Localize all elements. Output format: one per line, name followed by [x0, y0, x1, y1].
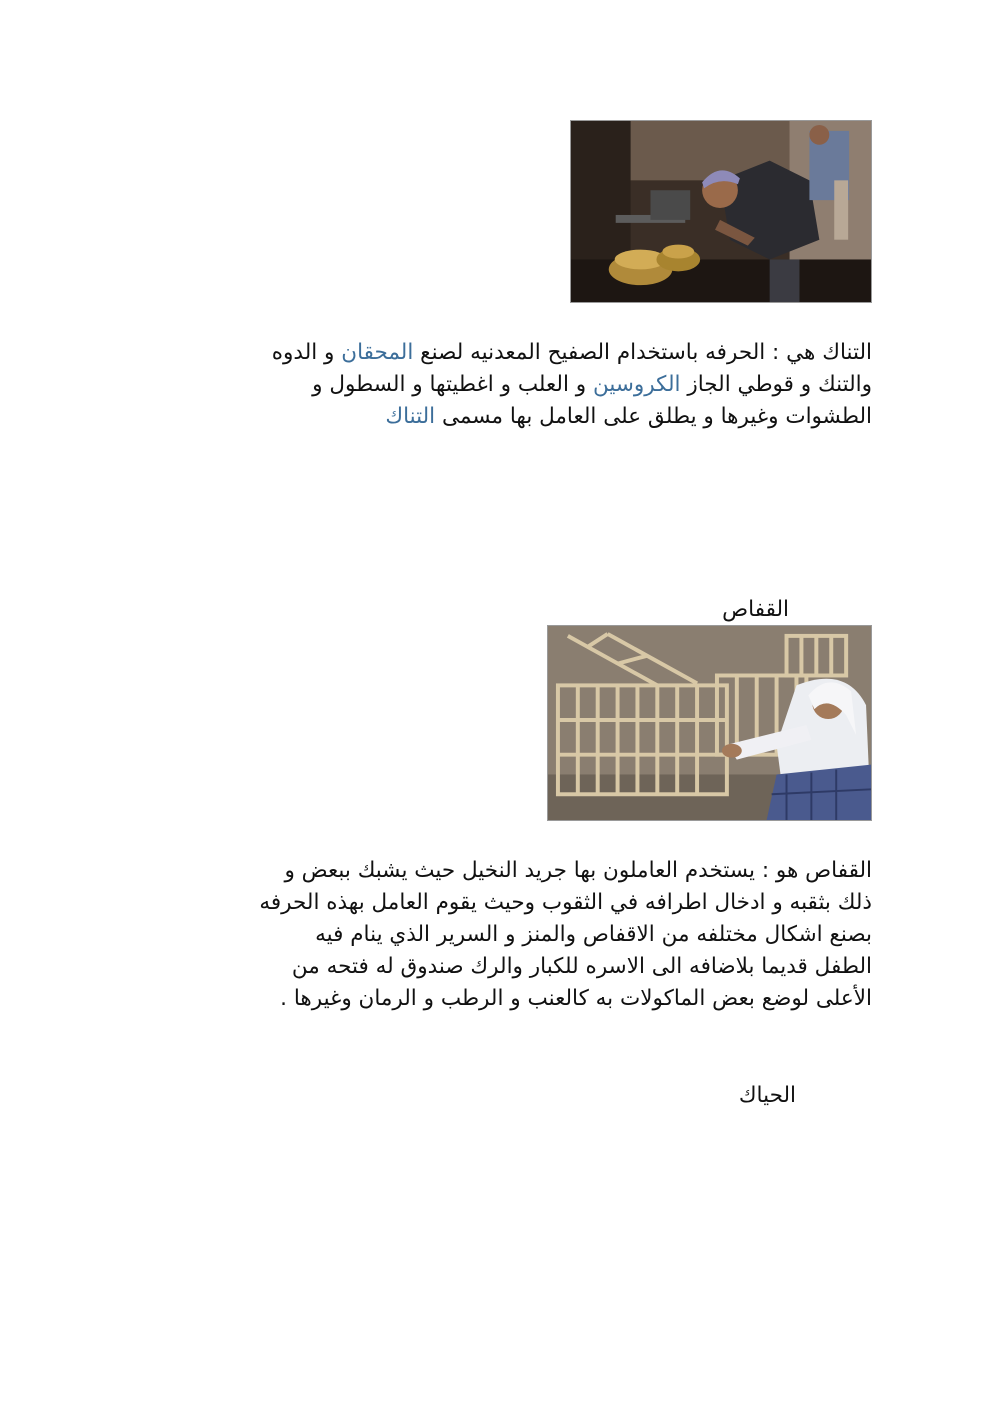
- cages-line-1: القفاص هو : يستخدم العاملون بها جريد النخيل حيث يشبك ببعض و: [284, 858, 872, 883]
- tinsmith-line-1: [127, 337, 872, 369]
- tinsmith-photo: [570, 120, 872, 303]
- tinsmith-term-kerosene: الكروسين: [593, 372, 681, 397]
- tinsmith-line-1-text-c: و الدوه: [271, 340, 342, 365]
- tinsmith-line-2-text-a: والتنك و قوطي الجاز: [680, 372, 872, 397]
- tinsmith-line-2-text-c: و العلب و اغطيتها و السطول و: [312, 372, 593, 397]
- cages-heading: القفاص: [722, 597, 789, 622]
- weaving-heading: الحياك: [738, 1083, 796, 1108]
- cage-maker-photo: [547, 625, 872, 821]
- cages-line-5: الأعلى لوضع بعض الماكولات به كالعنب و الرطب و الرمان وغيرها .: [280, 986, 872, 1011]
- tinsmith-line-3-text-a: الطشوات وغيرها و يطلق على العامل بها مسمى: [435, 404, 872, 429]
- cage-maker-photo-illustration: [548, 626, 871, 820]
- cages-paragraph: [127, 855, 872, 1015]
- tinsmith-term-tannak: التناك: [385, 404, 436, 429]
- tinsmith-line-1-text-a: التناك هي : الحرفه باستخدام الصفيح المعدنيه لصنع: [413, 340, 872, 365]
- cages-line-2: ذلك بثقبه و ادخال اطرافه في الثقوب وحيث يقوم العامل بهذه الحرفه: [259, 890, 872, 915]
- tinsmith-paragraph: [127, 337, 872, 433]
- cages-line-3: بصنع اشكال مختلفه من الاقفاص والمنز و السرير الذي ينام فيه: [315, 922, 872, 947]
- tinsmith-line-3: [127, 401, 872, 433]
- tinsmith-term-mihqan: المحقان: [341, 340, 414, 365]
- cages-line-4: الطفل قديما بلاضافه الى الاسره للكبار والرك صندوق له فتحه من: [291, 954, 872, 979]
- tinsmith-line-2: [127, 369, 872, 401]
- tinsmith-photo-illustration: [571, 121, 871, 302]
